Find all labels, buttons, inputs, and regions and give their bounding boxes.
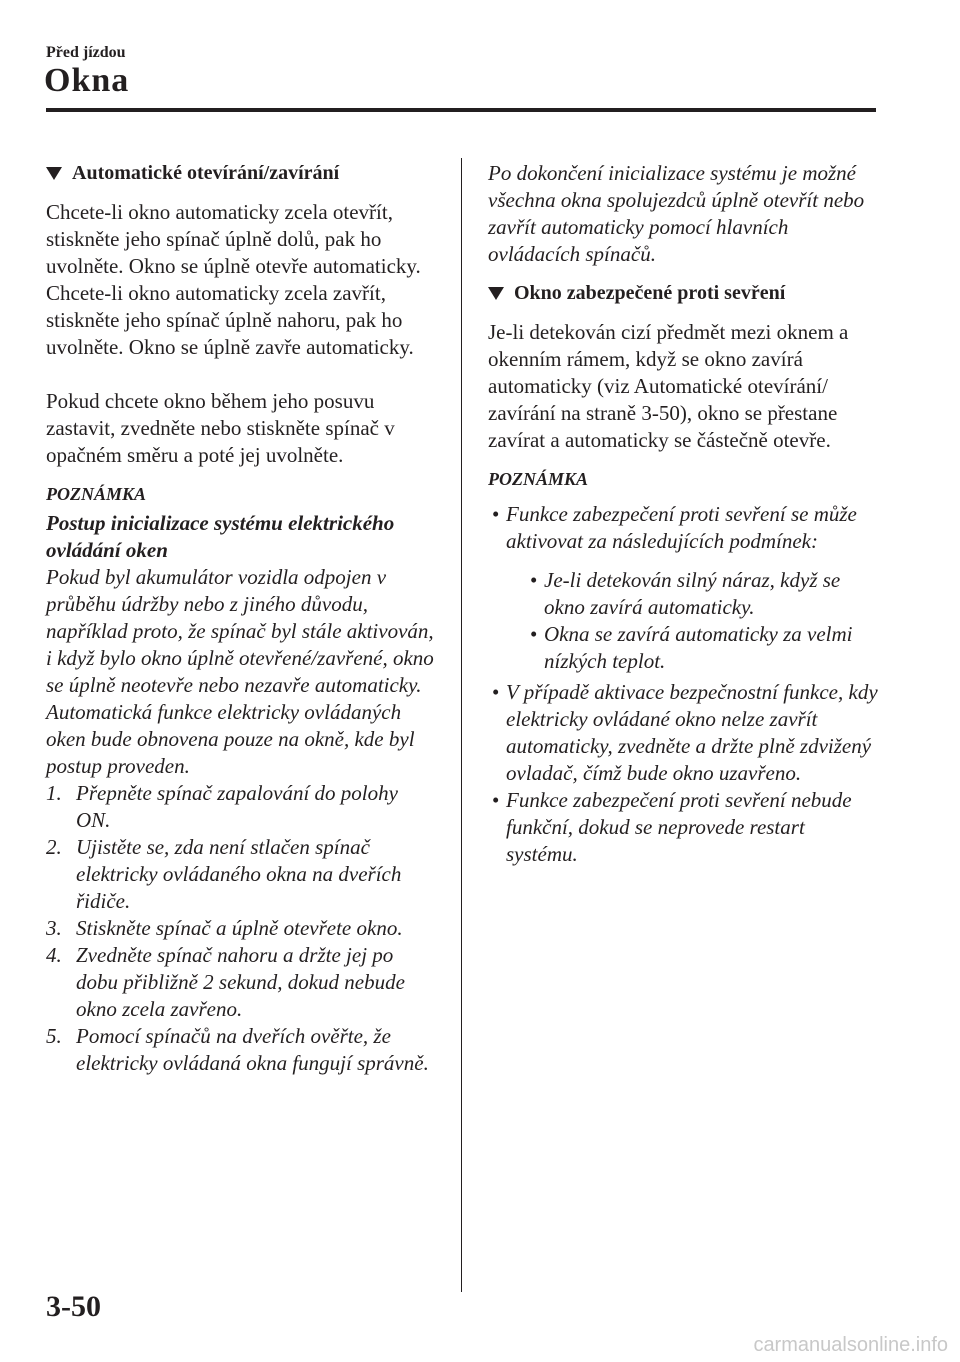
heading-text: Okno zabezpečené proti sevření xyxy=(514,282,786,304)
list-item: • Funkce zabezpečení proti sevření se může aktivovat za následujících podmínek: • Je-li detekován silný náraz, když se okno zavírá automaticky. • Okna se zavírá automaticky za velmi nízkých teplot. xyxy=(488,501,878,675)
bullet-dot-icon: • xyxy=(492,680,500,704)
column-divider xyxy=(461,158,462,1292)
bullet-dot-icon: • xyxy=(492,502,500,526)
list-item: 1. Přepněte spínač zapalování do polohy ON. xyxy=(46,781,398,832)
triangle-bullet-icon xyxy=(488,287,504,300)
page-title: Okna xyxy=(44,62,130,99)
watermark: carmanualsonline.info xyxy=(753,1334,948,1356)
paragraph-open: Chcete-li okno automaticky zcela otevřít, stiskněte jeho spínač úplně dolů, pak ho uvolněte. Okno se úplně otevře automaticky. xyxy=(46,200,421,278)
note-title: Postup inicializace systému elektrického ovládání oken xyxy=(46,511,395,562)
note-label: POZNÁMKA xyxy=(488,469,589,489)
note-bullets-list xyxy=(488,501,878,868)
list-item: 2. Ujistěte se, zda není stlačen spínač elektricky ovládaného okna na dveřích řidiče. xyxy=(46,835,402,913)
note-label: POZNÁMKA xyxy=(46,484,147,504)
header-rule xyxy=(46,108,876,112)
paragraph-close: Chcete-li okno automaticky zcela zavřít, stiskněte jeho spínač úplně nahoru, pak ho uvolněte. Okno se úplně zavře automaticky. xyxy=(46,281,414,359)
list-item: • Funkce zabezpečení proti sevření nebude funkční, dokud se neprovede restart systému. xyxy=(492,788,852,866)
bullet-dot-icon: • xyxy=(492,788,500,812)
section-label: Před jízdou xyxy=(46,44,126,61)
note-paragraph-1: Pokud byl akumulátor vozidla odpojen v průběhu údržby nebo z jiného důvodu, například proto, že spínač byl stále aktivován, i když bylo okno úplně otevřené/zavřené, okno se úplně neotevře nebo nezavře automaticky. xyxy=(46,565,434,697)
bullet-dot-icon: • xyxy=(530,568,538,592)
bullet-dot-icon: • xyxy=(530,622,538,646)
paragraph-anti-pinch: Je-li detekován cizí předmět mezi oknem a okenním rámem, když se okno zavírá automaticky (viz Automatické otevírání/ zavírání na straně 3-50), okno se přestane zavírat a automaticky se částečně otevře. xyxy=(488,320,849,452)
list-item: • Okna se zavírá automaticky za velmi nízkých teplot. xyxy=(530,622,853,673)
paragraph-stop: Pokud chcete okno během jeho posuvu zastavit, zvedněte nebo stiskněte spínač v opačném směru a poté jej uvolněte. xyxy=(46,389,395,467)
list-item: 3. Stiskněte spínač a úplně otevřete okno. xyxy=(46,916,403,940)
list-item: 5. Pomocí spínačů na dveřích ověřte, že elektricky ovládaná okna fungují správně. xyxy=(46,1024,429,1075)
init-steps-list xyxy=(46,780,436,1077)
heading-auto-open-close xyxy=(46,160,436,187)
right-column xyxy=(488,160,878,868)
list-item: • Je-li detekován silný náraz, když se okno zavírá automaticky. xyxy=(530,568,841,619)
sub-bullets-list xyxy=(506,567,878,675)
heading-anti-pinch xyxy=(488,280,878,307)
intro-paragraph: Po dokončení inicializace systému je možné všechna okna spolujezdců úplně otevřít nebo zavřít automaticky pomocí hlavních ovládacích spínačů. xyxy=(488,161,865,266)
left-column xyxy=(46,160,436,1077)
page-number: 3-50 xyxy=(46,1290,101,1323)
heading-text: Automatické otevírání/zavírání xyxy=(72,162,340,184)
list-item: 4. Zvedněte spínač nahoru a držte jej po dobu přibližně 2 sekund, dokud nebude okno zcela zavřeno. xyxy=(46,943,405,1021)
list-item: • V případě aktivace bezpečnostní funkce, kdy elektricky ovládané okno nelze zavřít automaticky, zvedněte a držte plně zdvižený ovladač, čímž bude okno uzavřeno. xyxy=(492,680,878,785)
triangle-bullet-icon xyxy=(46,167,62,180)
note-paragraph-2: Automatická funkce elektricky ovládaných oken bude obnovena pouze na okně, kde byl postup proveden. xyxy=(46,700,415,778)
